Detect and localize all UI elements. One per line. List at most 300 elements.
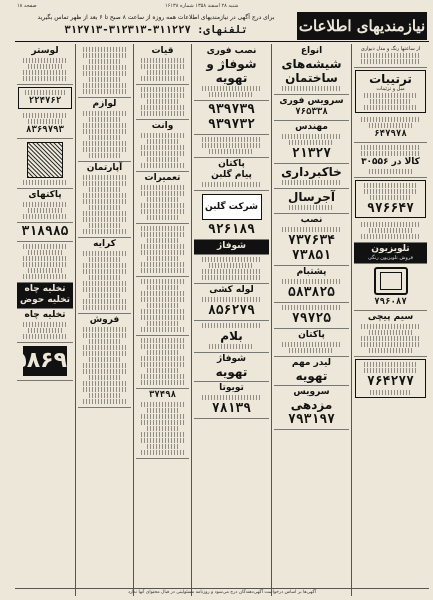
ad-body <box>209 92 254 97</box>
page-footer: آگهی‌ها بر اساس درخواست آگهی‌دهندگان درج می‌شود و روزنامه مسئولیتی در قبال محتوای آنها ندارد <box>15 588 429 598</box>
ad-body <box>25 90 65 95</box>
ad-body <box>23 58 68 63</box>
ad-heading: کرایه <box>93 239 116 249</box>
ad-body <box>83 181 125 186</box>
ad-block <box>78 238 131 314</box>
ad-body <box>89 135 121 140</box>
ad-body <box>83 387 125 392</box>
ad-heading: سیم پیچی <box>367 312 414 322</box>
ad-body <box>141 105 183 110</box>
ad-body <box>364 189 418 194</box>
ad-body <box>202 257 262 262</box>
ad-block <box>274 189 349 214</box>
ad-body <box>83 193 125 198</box>
ad-body <box>83 381 125 386</box>
ad-body <box>289 205 334 210</box>
ad-body <box>141 133 183 138</box>
ad-body <box>23 70 68 75</box>
masthead-logo: نیازمندیهای اطلاعات <box>297 12 427 40</box>
ad-body <box>282 134 342 139</box>
ad-subheading: تهویه <box>215 365 248 379</box>
ad-body <box>141 262 183 267</box>
ad-heading: لوله کشی <box>209 285 254 295</box>
ad-block <box>78 98 131 162</box>
phone-numbers: ۳۱۱۲۲۷-۳۱۲۳۱۳-۳۱۲۷۱۳ <box>64 24 191 36</box>
ad-body <box>141 432 183 437</box>
ad-heading: پاکتهای <box>28 190 62 200</box>
ad-body <box>370 195 410 200</box>
ad-block <box>354 45 427 68</box>
ad-phone: ۷۹۶۰۸۷ <box>374 297 407 307</box>
ad-body <box>141 250 183 255</box>
ad-body <box>202 182 262 187</box>
ad-block <box>194 45 269 101</box>
ad-body <box>83 65 125 70</box>
ad-heading: تهویه <box>295 369 328 383</box>
page-number: صفحه ۱۸ <box>17 3 37 9</box>
ad-body <box>361 53 419 58</box>
ad-phone: ۳۱۸۹۸۵ <box>21 224 69 239</box>
ad-body <box>147 285 179 290</box>
ad-body <box>83 147 125 152</box>
ad-body <box>141 185 183 190</box>
ad-phone: ۳۷۴۹۸ <box>148 390 177 400</box>
ad-body <box>282 342 342 347</box>
ad-subheading: شیشه‌های ساختمان <box>281 57 342 85</box>
ad-body <box>89 223 121 228</box>
ad-body <box>141 226 183 231</box>
ad-body <box>141 362 183 367</box>
ad-body <box>23 202 68 207</box>
ad-body <box>141 380 183 385</box>
ad-block <box>17 223 73 242</box>
ad-body <box>89 205 121 210</box>
ad-body <box>141 414 183 419</box>
ad-body <box>141 420 183 425</box>
ad-body <box>23 76 68 81</box>
ad-heading: پیام گلبن <box>211 170 252 180</box>
ad-body <box>361 117 419 122</box>
column-5 <box>75 44 133 596</box>
ad-body <box>147 157 179 162</box>
ad-body <box>23 214 68 219</box>
ad-block <box>194 135 269 158</box>
issue-date: شنبه ۲۸ اسفند ۱۳۵۸ شماره ۱۶۱۳۸ <box>165 3 239 9</box>
ad-body <box>89 153 121 158</box>
ad-body <box>141 76 183 81</box>
ad-body <box>147 303 179 308</box>
ad-phone: ۹۳۹۷۳۹ <box>208 102 255 117</box>
ad-body <box>83 129 125 134</box>
ad-block <box>274 386 349 430</box>
ad-body <box>141 327 183 332</box>
ad-block <box>194 321 269 353</box>
ad-body <box>209 149 254 154</box>
ad-body <box>361 145 419 150</box>
ad-body <box>141 151 183 156</box>
ad-body <box>83 299 125 304</box>
ad-body <box>147 321 179 326</box>
ad-body <box>202 275 262 280</box>
ad-heading: بلام <box>220 329 243 343</box>
ad-block <box>274 329 349 357</box>
ad-body <box>83 287 125 292</box>
ad-body <box>141 268 183 273</box>
ad-block <box>354 143 427 178</box>
ad-block <box>17 242 73 283</box>
ad-block <box>136 389 189 459</box>
ad-body <box>141 244 183 249</box>
ad-body <box>141 64 183 69</box>
ad-body <box>141 344 183 349</box>
ad-block <box>274 357 349 386</box>
ad-body <box>282 305 342 310</box>
ad-block <box>355 359 426 398</box>
ad-block <box>194 284 269 321</box>
ad-block <box>194 382 269 419</box>
ad-phone: ۵۸۳۸۲۵ <box>288 285 335 300</box>
ad-body <box>369 123 413 128</box>
ad-phone: ۹۷۶۶۴۷ <box>367 201 414 216</box>
ad-body <box>83 269 125 274</box>
ad-body <box>28 250 62 255</box>
ad-body <box>89 187 121 192</box>
ad-body <box>202 137 262 142</box>
ad-body <box>28 268 62 273</box>
ad-body <box>141 297 183 302</box>
ad-body <box>361 234 419 239</box>
ad-heading: تخلیه چاه <box>24 284 66 294</box>
ad-body <box>141 191 183 196</box>
ad-body <box>83 71 125 76</box>
ad-phone: ۷۶۴۲۷۷ <box>367 374 414 389</box>
ad-body <box>23 334 68 339</box>
ad-body <box>361 151 419 156</box>
ad-heading: شوفاژ <box>217 241 246 251</box>
ad-body <box>361 324 419 329</box>
ad-body <box>83 229 125 234</box>
ad-block <box>355 180 426 218</box>
ad-body <box>83 263 125 268</box>
ad-body <box>209 344 254 349</box>
ad-body <box>147 426 179 431</box>
ad-body <box>83 175 125 180</box>
ad-body <box>361 222 419 227</box>
ad-body <box>89 275 121 280</box>
ad-heading: پاکتان <box>218 159 245 169</box>
ad-heading: پشتبام <box>296 267 327 277</box>
ad-body <box>83 369 125 374</box>
ad-block <box>136 45 189 85</box>
ad-block <box>194 191 269 240</box>
ad-block <box>17 139 73 189</box>
ad-body <box>364 362 418 367</box>
ad-body <box>83 217 125 222</box>
ad-body <box>141 232 183 237</box>
ad-phone: ۹۲۶۱۸۹ <box>208 222 255 237</box>
ad-body <box>147 408 179 413</box>
ad-body <box>83 327 125 332</box>
ad-body <box>361 336 419 341</box>
ad-body <box>89 375 121 380</box>
television-icon <box>374 267 408 295</box>
ad-heading: شوفاژ <box>217 354 246 364</box>
ad-block <box>17 111 73 139</box>
ad-subheading: مزدهی <box>290 398 333 412</box>
ad-body <box>282 279 342 284</box>
ad-heading: وانت <box>151 121 174 131</box>
classified-columns <box>0 44 429 596</box>
ad-body <box>83 111 125 116</box>
column-1 <box>351 44 429 596</box>
ad-body <box>23 244 68 249</box>
ad-subheading: تخلیه حوض <box>19 295 71 305</box>
ad-body <box>141 374 183 379</box>
ad-body <box>141 279 183 284</box>
ad-block <box>274 95 349 121</box>
ad-body <box>147 368 179 373</box>
ad-body <box>83 345 125 350</box>
ad-body <box>369 348 413 353</box>
ad-heading: لوستر <box>31 46 59 56</box>
ad-body <box>83 47 125 52</box>
ad-heading: ترتیبات <box>369 72 412 86</box>
ad-text: مبل و تزئینات <box>376 86 405 92</box>
ad-body <box>83 399 125 404</box>
ad-block <box>17 283 73 309</box>
ad-phone: ۸۵۶۲۷۹ <box>208 303 255 318</box>
ad-body <box>83 53 125 58</box>
ad-body <box>369 169 413 174</box>
ad-body <box>83 333 125 338</box>
column-6 <box>0 44 75 596</box>
ad-block <box>0 343 73 381</box>
ad-body <box>83 251 125 256</box>
ad-heading: تلویزیون <box>371 244 410 254</box>
ad-phone: ۷۶۵۳۳۸ <box>295 107 328 117</box>
ad-heading: تویوتا <box>219 383 244 393</box>
ad-body <box>89 117 121 122</box>
ad-body <box>141 338 183 343</box>
column-4 <box>133 44 191 596</box>
ad-block <box>17 189 73 223</box>
ad-body <box>141 58 183 63</box>
column-2 <box>271 44 351 596</box>
ad-body <box>83 281 125 286</box>
ad-body <box>361 342 419 347</box>
ad-body <box>141 291 183 296</box>
ad-body <box>202 395 262 400</box>
ad-block <box>194 101 269 135</box>
ad-block <box>274 303 349 329</box>
ad-body <box>89 357 121 362</box>
ad-body <box>89 257 121 262</box>
ad-body <box>364 183 418 188</box>
ad-body <box>23 322 68 327</box>
ad-body <box>147 139 179 144</box>
ad-body <box>23 256 68 261</box>
ad-phone: ۷۹۳۱۹۷ <box>288 412 335 427</box>
ad-body <box>369 228 413 233</box>
ad-heading: سرویس فوری <box>279 96 344 106</box>
company-logo: شرکت گلبن <box>202 194 262 220</box>
ad-body <box>202 269 262 274</box>
ad-body <box>83 211 125 216</box>
ad-phone: ۹۳۹۷۳۲ <box>208 117 255 132</box>
ad-body <box>23 262 68 267</box>
ad-body <box>141 402 183 407</box>
ad-body <box>141 145 183 150</box>
ad-phone: ۷۹۷۲۵ <box>291 311 332 326</box>
masthead-subtitle: برای درج آگهی در نیازمندیهای اطلاعات همه روزه از ساعت ۸ صبح تا ۶ بعد از ظهر تماس بگیرید <box>37 14 275 21</box>
ad-body <box>83 141 125 146</box>
ad-heading: آجرسال <box>288 190 335 204</box>
ad-phone: ۷۸۱۳۹ <box>211 401 252 416</box>
folio-line <box>15 2 429 11</box>
ad-body <box>89 339 121 344</box>
ad-phone: ۲۱۳۲۷ <box>291 146 332 161</box>
ad-body <box>141 450 183 455</box>
ad-body <box>282 86 342 91</box>
ad-block <box>78 314 131 408</box>
ad-heading: خاکبرداری <box>281 165 342 179</box>
ad-heading: نصب فوری <box>206 46 257 56</box>
ad-body <box>361 59 419 64</box>
ad-block <box>274 45 349 95</box>
ad-body <box>83 123 125 128</box>
ad-body <box>89 59 121 64</box>
ad-body <box>28 328 62 333</box>
ad-body <box>147 444 179 449</box>
ad-body <box>23 180 68 185</box>
ad-block <box>194 353 269 382</box>
ad-heading: سرویس <box>293 387 330 397</box>
ad-block <box>136 277 189 336</box>
ad-heading: تعمیرات <box>144 173 181 183</box>
ad-block <box>354 243 427 264</box>
ad-block <box>136 85 189 120</box>
ad-block <box>136 172 189 224</box>
ad-block <box>354 220 427 243</box>
ad-body <box>141 111 183 116</box>
ad-text: از ساعتها رنگ و مدل دیواری <box>360 46 421 52</box>
masthead <box>15 12 429 42</box>
ad-body <box>147 350 179 355</box>
ad-body <box>364 105 418 110</box>
ad-body <box>23 274 68 279</box>
ad-block <box>274 121 349 164</box>
masthead-phones <box>21 22 291 38</box>
ad-block <box>136 336 189 389</box>
ad-text: فروش تلویزیون رنگی <box>367 255 413 261</box>
ad-body <box>147 99 179 104</box>
emblem-icon <box>27 142 63 178</box>
ad-heading: فروش <box>89 315 120 325</box>
ad-body <box>370 390 410 395</box>
ad-body <box>147 197 179 202</box>
ad-block <box>17 309 73 343</box>
ad-body <box>141 438 183 443</box>
ad-body <box>370 99 410 104</box>
ad-heading: لوازم <box>92 99 117 109</box>
ad-body <box>141 87 183 92</box>
ad-body <box>83 305 125 310</box>
ad-body <box>89 393 121 398</box>
ad-heading: کالا در ۳۰۵۵۶ <box>361 157 420 167</box>
ad-block <box>354 264 427 311</box>
ad-body <box>141 203 183 208</box>
ad-heading: مهندس <box>295 122 328 132</box>
ad-body <box>83 199 125 204</box>
ad-body <box>364 93 418 98</box>
ad-body <box>202 143 262 148</box>
ad-block <box>17 45 73 85</box>
ad-block <box>354 311 427 357</box>
ad-body <box>209 263 254 268</box>
ad-heading: لیدر مهم <box>291 358 332 368</box>
ad-block <box>18 87 72 109</box>
ad-body <box>83 83 125 88</box>
ad-subheading: شوفاژ و تهویه <box>206 57 257 85</box>
ad-body <box>147 70 179 75</box>
ad-body <box>28 208 62 213</box>
ad-block <box>136 224 189 277</box>
ad-block <box>194 240 269 255</box>
ad-body <box>282 227 342 232</box>
ad-body <box>369 330 413 335</box>
ad-body <box>28 119 62 124</box>
ad-heading: قیات <box>151 46 174 56</box>
ad-body <box>141 163 183 168</box>
ad-body <box>141 309 183 314</box>
ad-block <box>78 45 131 98</box>
ad-body <box>141 93 183 98</box>
ad-phone: ۶۴۷۹۷۸ <box>374 129 407 139</box>
ad-body <box>141 209 183 214</box>
ad-block <box>274 266 349 303</box>
ad-body <box>141 356 183 361</box>
ad-body <box>289 348 334 353</box>
ad-phone: ۷۳۸۵۱ <box>291 248 332 263</box>
ad-block <box>78 162 131 238</box>
phone-label: تلفنهای: <box>197 24 248 36</box>
ad-body <box>147 215 179 220</box>
ad-body <box>202 297 262 302</box>
ad-body <box>141 315 183 320</box>
ad-body <box>202 323 262 328</box>
ad-body <box>147 238 179 243</box>
ad-body <box>364 368 418 373</box>
ad-heading: آپارتمان <box>86 163 123 173</box>
ad-phone: ۷۳۷۶۳۴ <box>288 233 335 248</box>
ad-heading: نصب <box>300 215 323 225</box>
ad-block <box>355 70 426 113</box>
ad-phone-large: ۷۵۸۶۹ <box>23 346 67 376</box>
ad-body <box>202 86 262 91</box>
ad-block <box>354 115 427 143</box>
ad-block <box>194 255 269 284</box>
ad-body <box>89 293 121 298</box>
ad-block <box>136 120 189 172</box>
ad-block <box>194 158 269 191</box>
ad-body <box>89 77 121 82</box>
ad-phone: ۲۲۴۷۶۲ <box>28 96 62 106</box>
ad-body <box>83 351 125 356</box>
ad-heading: تخلیه چاه <box>24 310 66 320</box>
ad-heading: پاکتان <box>298 330 325 340</box>
ad-block <box>274 164 349 189</box>
ad-heading: انواع <box>300 46 323 56</box>
